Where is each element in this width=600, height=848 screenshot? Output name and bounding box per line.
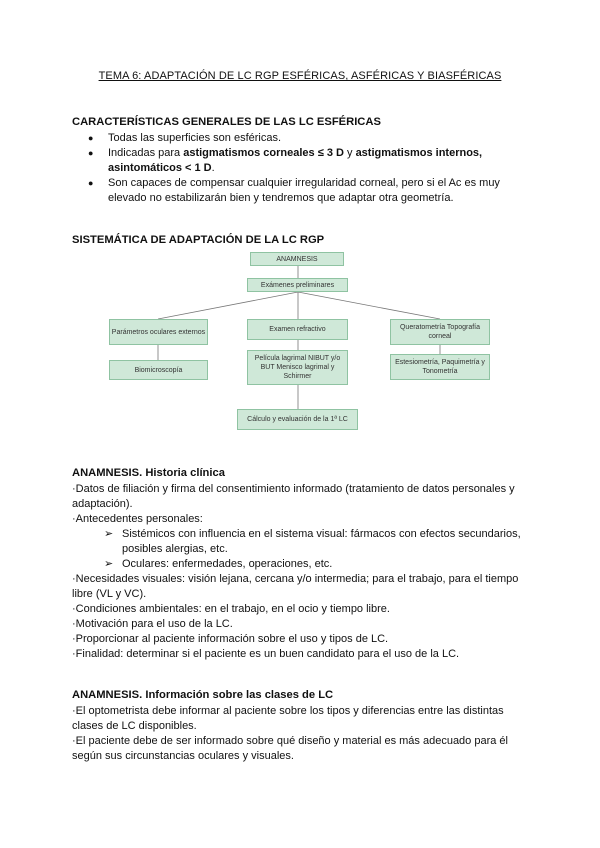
box-pelicula-lagrimal: Película lagrimal NIBUT y/o BUT Menisco lagrimal y Schirmer bbox=[247, 350, 348, 385]
paragraph-line: ·Condiciones ambientales: en el trabajo, en el ocio y tiempo libre. bbox=[72, 603, 390, 615]
box-estesiometria: Estesiometría, Paquimetría y Tonometría bbox=[390, 354, 490, 380]
sub-bullet-item bbox=[104, 527, 524, 557]
box-calculo: Cálculo y evaluación de la 1ª LC bbox=[237, 409, 358, 430]
text-run: Indicadas para bbox=[108, 147, 184, 159]
bullet-icon: ● bbox=[88, 178, 94, 188]
connector-line bbox=[158, 292, 298, 319]
sub-bullet-item bbox=[104, 557, 524, 572]
bullet-text: Son capaces de compensar cualquier irregularidad corneal, pero si el Ac es muy elevado no estabilizarán bien y tendremos que adaptar otra geometría. bbox=[108, 177, 500, 204]
paragraph-line: ·Motivación para el uso de la LC. bbox=[72, 618, 233, 630]
paragraph-line: ·Finalidad: determinar si el paciente es un buen candidato para el uso de la LC. bbox=[72, 648, 460, 660]
box-parametros: Parámetros oculares externos bbox=[109, 319, 208, 345]
box-biomicroscopia: Biomicroscopía bbox=[109, 360, 208, 380]
section-heading-sistematica: SISTEMÁTICA DE ADAPTACIÓN DE LA LC RGP bbox=[72, 234, 325, 246]
box-examen-refractivo: Examen refractivo bbox=[247, 319, 348, 340]
arrow-bullet-icon: ➢ bbox=[104, 528, 114, 540]
paragraph-line: ·El optometrista debe informar al paciente sobre los tipos y diferencias entre las distintas clases de LC disponibles. bbox=[72, 705, 504, 732]
bullet-text: Todas las superficies son esféricas. bbox=[108, 132, 282, 144]
sub-bullet-text: Sistémicos con influencia en el sistema visual: fármacos con efectos secundarios, posibles alergias, etc. bbox=[122, 528, 521, 555]
arrow-bullet-icon: ➢ bbox=[104, 558, 114, 570]
box-queratometria: Queratometría Topografía corneal bbox=[390, 319, 490, 345]
paragraph-line: ·Proporcionar al paciente información sobre el uso y tipos de LC. bbox=[72, 633, 389, 645]
document-title: TEMA 6: ADAPTACIÓN DE LC RGP ESFÉRICAS, ASFÉRICAS Y BIASFÉRICAS bbox=[98, 70, 502, 82]
connector-line bbox=[298, 292, 440, 319]
section-heading-historia-clinica: ANAMNESIS. Historia clínica bbox=[72, 467, 225, 479]
paragraph-line: ·Datos de filiación y firma del consentimiento informado (tratamiento de datos personales y adaptación). bbox=[72, 483, 515, 510]
sub-bullet-text: Oculares: enfermedades, operaciones, etc. bbox=[122, 558, 333, 570]
box-anamnesis: ANAMNESIS bbox=[250, 252, 344, 266]
section-heading-informacion-clases: ANAMNESIS. Información sobre las clases de LC bbox=[72, 689, 334, 701]
bold-text: astigmatismos corneales ≤ 3 D bbox=[183, 147, 344, 159]
bullet-icon: ● bbox=[88, 133, 94, 143]
box-examenes-preliminares: Exámenes preliminares bbox=[247, 278, 348, 292]
paragraph-line: ·Antecedentes personales: bbox=[72, 513, 203, 525]
bold-text: astigmatismos internos, asintomáticos < 1 D bbox=[108, 147, 483, 174]
paragraph-line: ·Necesidades visuales: visión lejana, cercana y/o intermedia; para el trabajo, para el tiempo libre (VL y VC). bbox=[72, 573, 519, 600]
paragraph-line: ·El paciente debe de ser informado sobre qué diseño y material es más adecuado para él según sus circunstancias oculares y visuales. bbox=[72, 735, 508, 762]
section-heading-caracteristicas: CARACTERÍSTICAS GENERALES DE LAS LC ESFÉRICAS bbox=[72, 116, 381, 128]
text-run: . bbox=[211, 162, 215, 174]
text-run: y bbox=[343, 147, 356, 159]
bullet-icon: ● bbox=[88, 148, 94, 158]
